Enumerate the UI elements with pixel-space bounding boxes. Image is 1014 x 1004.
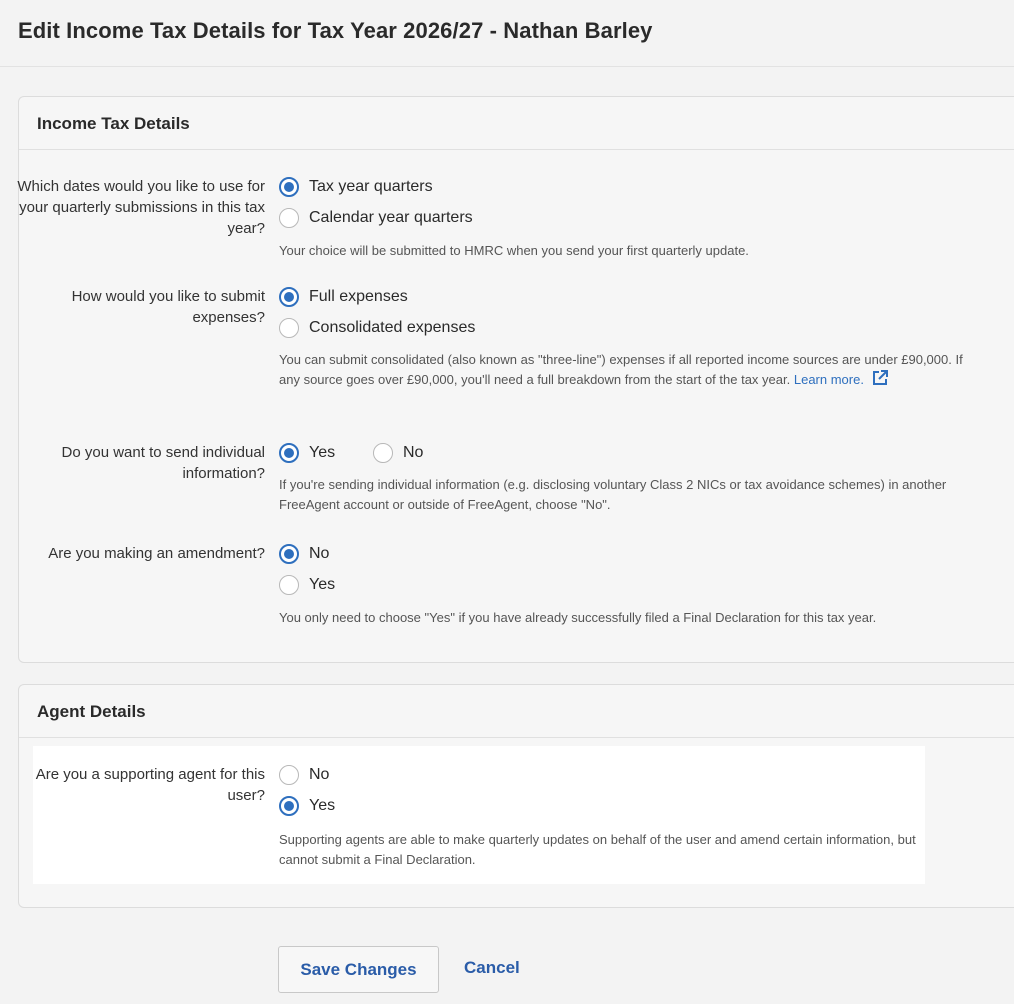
radio-amendment-no[interactable] xyxy=(279,543,329,565)
external-link-icon[interactable] xyxy=(872,370,888,386)
learn-more-link[interactable]: Learn more. xyxy=(793,372,864,387)
radio-label: Consolidated expenses xyxy=(309,319,476,336)
quarterly-dates-label: Which dates would you like to use for your quarterly submissions in this tax year? xyxy=(17,178,265,237)
supporting-agent-label: Are you a supporting agent for this user? xyxy=(35,766,265,804)
income-tax-panel-title: Income Tax Details xyxy=(37,114,190,133)
individual-info-label: Do you want to send individual information? xyxy=(61,444,265,482)
radio-label: Full expenses xyxy=(309,288,408,305)
save-changes-button[interactable]: Save Changes xyxy=(278,946,439,993)
radio-calendar-year-quarters[interactable] xyxy=(279,207,473,229)
radio-unselected-icon xyxy=(279,208,299,228)
expenses-label: How would you like to submit expenses? xyxy=(71,288,265,326)
radio-individual-info-no[interactable] xyxy=(373,442,423,464)
radio-tax-year-quarters[interactable] xyxy=(279,176,433,198)
radio-unselected-icon xyxy=(373,443,393,463)
supporting-agent-help: Supporting agents are able to make quarterly updates on behalf of the user and amend certain information, but cannot submit a Final Declaration. xyxy=(279,832,916,867)
radio-unselected-icon xyxy=(279,318,299,338)
radio-consolidated-expenses[interactable] xyxy=(279,317,475,339)
radio-supporting-agent-no[interactable] xyxy=(279,764,329,786)
agent-panel-title: Agent Details xyxy=(37,702,146,721)
radio-label: No xyxy=(309,545,330,562)
radio-unselected-icon xyxy=(279,765,299,785)
expenses-help xyxy=(279,350,984,390)
page-header xyxy=(0,0,1014,67)
agent-panel-header xyxy=(19,685,1014,738)
radio-label: Yes xyxy=(309,444,336,461)
radio-full-expenses[interactable] xyxy=(279,286,408,308)
radio-label: Yes xyxy=(309,797,336,814)
radio-selected-icon xyxy=(279,177,299,197)
radio-individual-info-yes[interactable] xyxy=(279,442,335,464)
amendment-label: Are you making an amendment? xyxy=(48,545,265,562)
individual-info-help: If you're sending individual information (e.g. disclosing voluntary Class 2 NICs or tax avoidance schemes) in another FreeAgent account or outside of FreeAgent, choose "No". xyxy=(279,477,947,512)
radio-label: Calendar year quarters xyxy=(309,209,473,226)
radio-label: No xyxy=(309,766,330,783)
radio-label: Yes xyxy=(309,576,336,593)
radio-label: Tax year quarters xyxy=(309,178,433,195)
radio-unselected-icon xyxy=(279,575,299,595)
quarterly-dates-help: Your choice will be submitted to HMRC when you send your first quarterly update. xyxy=(279,243,749,258)
radio-selected-icon xyxy=(279,443,299,463)
radio-selected-icon xyxy=(279,287,299,307)
radio-supporting-agent-yes[interactable] xyxy=(279,795,335,817)
radio-selected-icon xyxy=(279,796,299,816)
page-title: Edit Income Tax Details for Tax Year 2026/27 - Nathan Barley xyxy=(18,18,653,43)
expenses-help-text: You can submit consolidated (also known as "three-line") expenses if all reported income sources are under £90,000. If any source goes over £90,000, you'll need a full breakdown from the start of the tax year. xyxy=(279,352,963,387)
amendment-help: You only need to choose "Yes" if you have already successfully filed a Final Declaration for this tax year. xyxy=(279,610,877,625)
radio-selected-icon xyxy=(279,544,299,564)
radio-amendment-yes[interactable] xyxy=(279,574,335,596)
cancel-link[interactable]: Cancel xyxy=(464,958,520,977)
radio-label: No xyxy=(403,444,424,461)
income-tax-panel-header xyxy=(19,97,1014,150)
